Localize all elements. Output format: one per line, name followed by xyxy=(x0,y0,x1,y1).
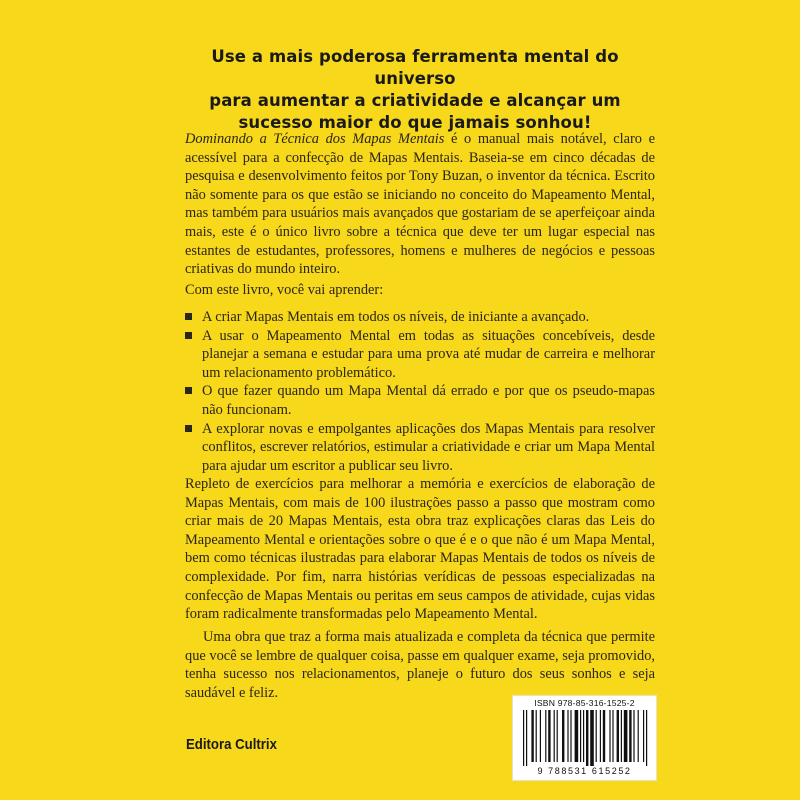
publisher-name: Editora Cultrix xyxy=(186,736,277,753)
square-bullet-icon xyxy=(185,332,192,339)
barcode-digits: 9 788531 615252 xyxy=(537,766,632,776)
list-item xyxy=(185,420,655,476)
headline-line-2: para aumentar a criatividade e alcançar um xyxy=(209,91,621,110)
square-bullet-icon xyxy=(185,425,192,432)
learning-list xyxy=(185,308,655,475)
description-paragraph: Repleto de exercícios para melhorar a memória e exercícios de elaboração de Mapas Mentais, com mais de 100 ilustrações passo a passo que mostram como criar mais de 20 Mapas Mentais, esta obra traz explicações claras das Leis do Mapeamento Mental e orientações sobre o que é e o que não é um Mapa Mental, bem como técnicas ilustradas para elaborar Mapas Mentais de todos os níveis de complexidade. Por fim, narra histórias verídicas de pessoas especializadas na confecção de Mapas Mentais ou peritas em seus campos de atividade, cujas vidas foram radicalmente transformadas pelo Mapeamento Mental. xyxy=(185,476,655,623)
square-bullet-icon xyxy=(185,387,192,394)
book-title: Dominando a Técnica dos Mapas Mentais xyxy=(185,131,445,147)
barcode-icon xyxy=(521,710,648,768)
headline-line-1: Use a mais poderosa ferramenta mental do universo xyxy=(211,47,619,88)
list-item-text: A usar o Mapeamento Mental em todas as situações concebíveis, desde planejar a semana e estudar para uma prova até mudar de carreira e melhorar um relacionamento problemático. xyxy=(202,327,655,381)
learn-intro: Com este livro, você vai aprender: xyxy=(185,282,384,298)
closing-paragraph: Uma obra que traz a forma mais atualizada e completa da técnica que permite que você se lembre de qualquer coisa, passe em qualquer exame, seja promovido, tenha sucesso nos relacionamentos, planeje o futuro dos seus sonhos e seja saudável e feliz. xyxy=(185,629,655,701)
list-item-text: A criar Mapas Mentais em todos os níveis, de iniciante a avançado. xyxy=(202,309,590,325)
intro-paragraph xyxy=(185,130,655,279)
barcode-box xyxy=(512,695,657,781)
intro-text: é o manual mais notável, claro e acessível para a confecção de Mapas Mentais. Baseia-se em cinco décadas de pesquisa e desenvolvimento feitos por Tony Buzan, o inventor da técnica. Escrito não somente para os que estão se iniciando no conceito do Mapeamento Mental, mas também para usuários mais avançados que gostariam de se aperfeiçoar ainda mais, este é o único livro sobre a técnica que deve ter um lugar especial nas estantes de estudantes, professores, homens e mulheres de negócios e pessoas criativas do mundo inteiro. xyxy=(185,131,655,278)
list-item xyxy=(185,308,655,327)
isbn-label: ISBN 978-85-316-1525-2 xyxy=(534,698,635,708)
list-item xyxy=(185,327,655,383)
list-item-text: A explorar novas e empolgantes aplicações dos Mapas Mentais para resolver conflitos, escrever relatórios, estimular a criatividade e criar um Mapa Mental para ajudar um escritor a publicar seu livro. xyxy=(202,420,655,474)
list-item-text: O que fazer quando um Mapa Mental dá errado e por que os pseudo-mapas não funcionam. xyxy=(202,383,655,418)
headline xyxy=(170,46,660,134)
list-item xyxy=(185,382,655,419)
square-bullet-icon xyxy=(185,313,192,320)
headline-line-3: sucesso maior do que jamais sonhou! xyxy=(238,113,592,132)
